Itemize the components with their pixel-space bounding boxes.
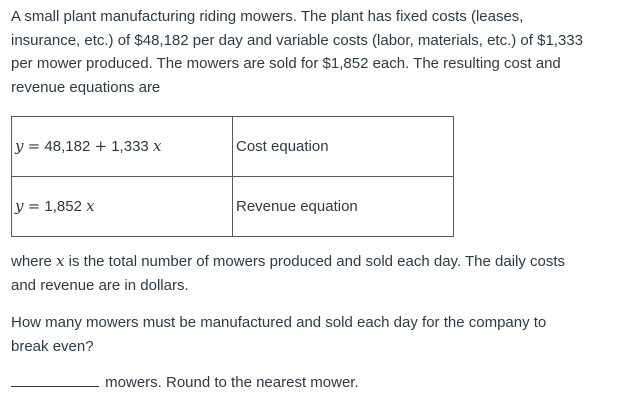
where-prefix: where bbox=[11, 253, 57, 270]
answer-blank[interactable] bbox=[11, 370, 99, 387]
problem-intro bbox=[11, 5, 611, 99]
question-line-2: break even? bbox=[11, 337, 94, 355]
cost-equation-label: Cost equation bbox=[233, 117, 454, 177]
where-line-2: and revenue are in dollars. bbox=[11, 276, 189, 294]
equations-table bbox=[11, 116, 454, 237]
equals-sign: = bbox=[27, 136, 41, 155]
equation-variable-x: x bbox=[86, 196, 95, 215]
plus-sign: + bbox=[94, 136, 108, 155]
where-line-1: is the total number of mowers produced and sold each day. The daily costs bbox=[64, 253, 566, 270]
intro-line-4: revenue equations are bbox=[11, 78, 161, 96]
fixed-cost-value: 48,182 bbox=[44, 137, 91, 155]
revenue-equation-cell bbox=[12, 177, 233, 237]
table-row bbox=[12, 117, 454, 177]
answer-suffix: mowers. Round to the nearest mower. bbox=[101, 374, 359, 391]
equation-variable-y: y bbox=[15, 196, 24, 215]
intro-line-3: per mower produced. The mowers are sold for $1,852 each. The resulting cost and bbox=[11, 55, 561, 72]
equals-sign: = bbox=[27, 196, 41, 215]
answer-row bbox=[11, 370, 359, 395]
equation-variable-y: y bbox=[15, 136, 24, 155]
cost-equation-cell bbox=[12, 117, 233, 177]
where-statement bbox=[11, 250, 611, 297]
intro-line-2: insurance, etc.) of $48,182 per day and variable costs (labor, materials, etc.) of $1,333 bbox=[11, 31, 583, 49]
question-text bbox=[11, 311, 611, 358]
price-coefficient: 1,852 bbox=[44, 197, 82, 215]
equation-variable-x: x bbox=[152, 136, 162, 155]
table-row bbox=[12, 177, 454, 237]
variable-cost-coefficient: 1,333 bbox=[111, 137, 149, 155]
revenue-equation-label: Revenue equation bbox=[233, 177, 454, 237]
question-line-1: How many mowers must be manufactured and sold each day for the company to bbox=[11, 314, 547, 331]
where-variable-x: x bbox=[56, 252, 65, 270]
intro-line-1: A small plant manufacturing riding mowers. The plant has fixed costs (leases, bbox=[11, 8, 524, 25]
